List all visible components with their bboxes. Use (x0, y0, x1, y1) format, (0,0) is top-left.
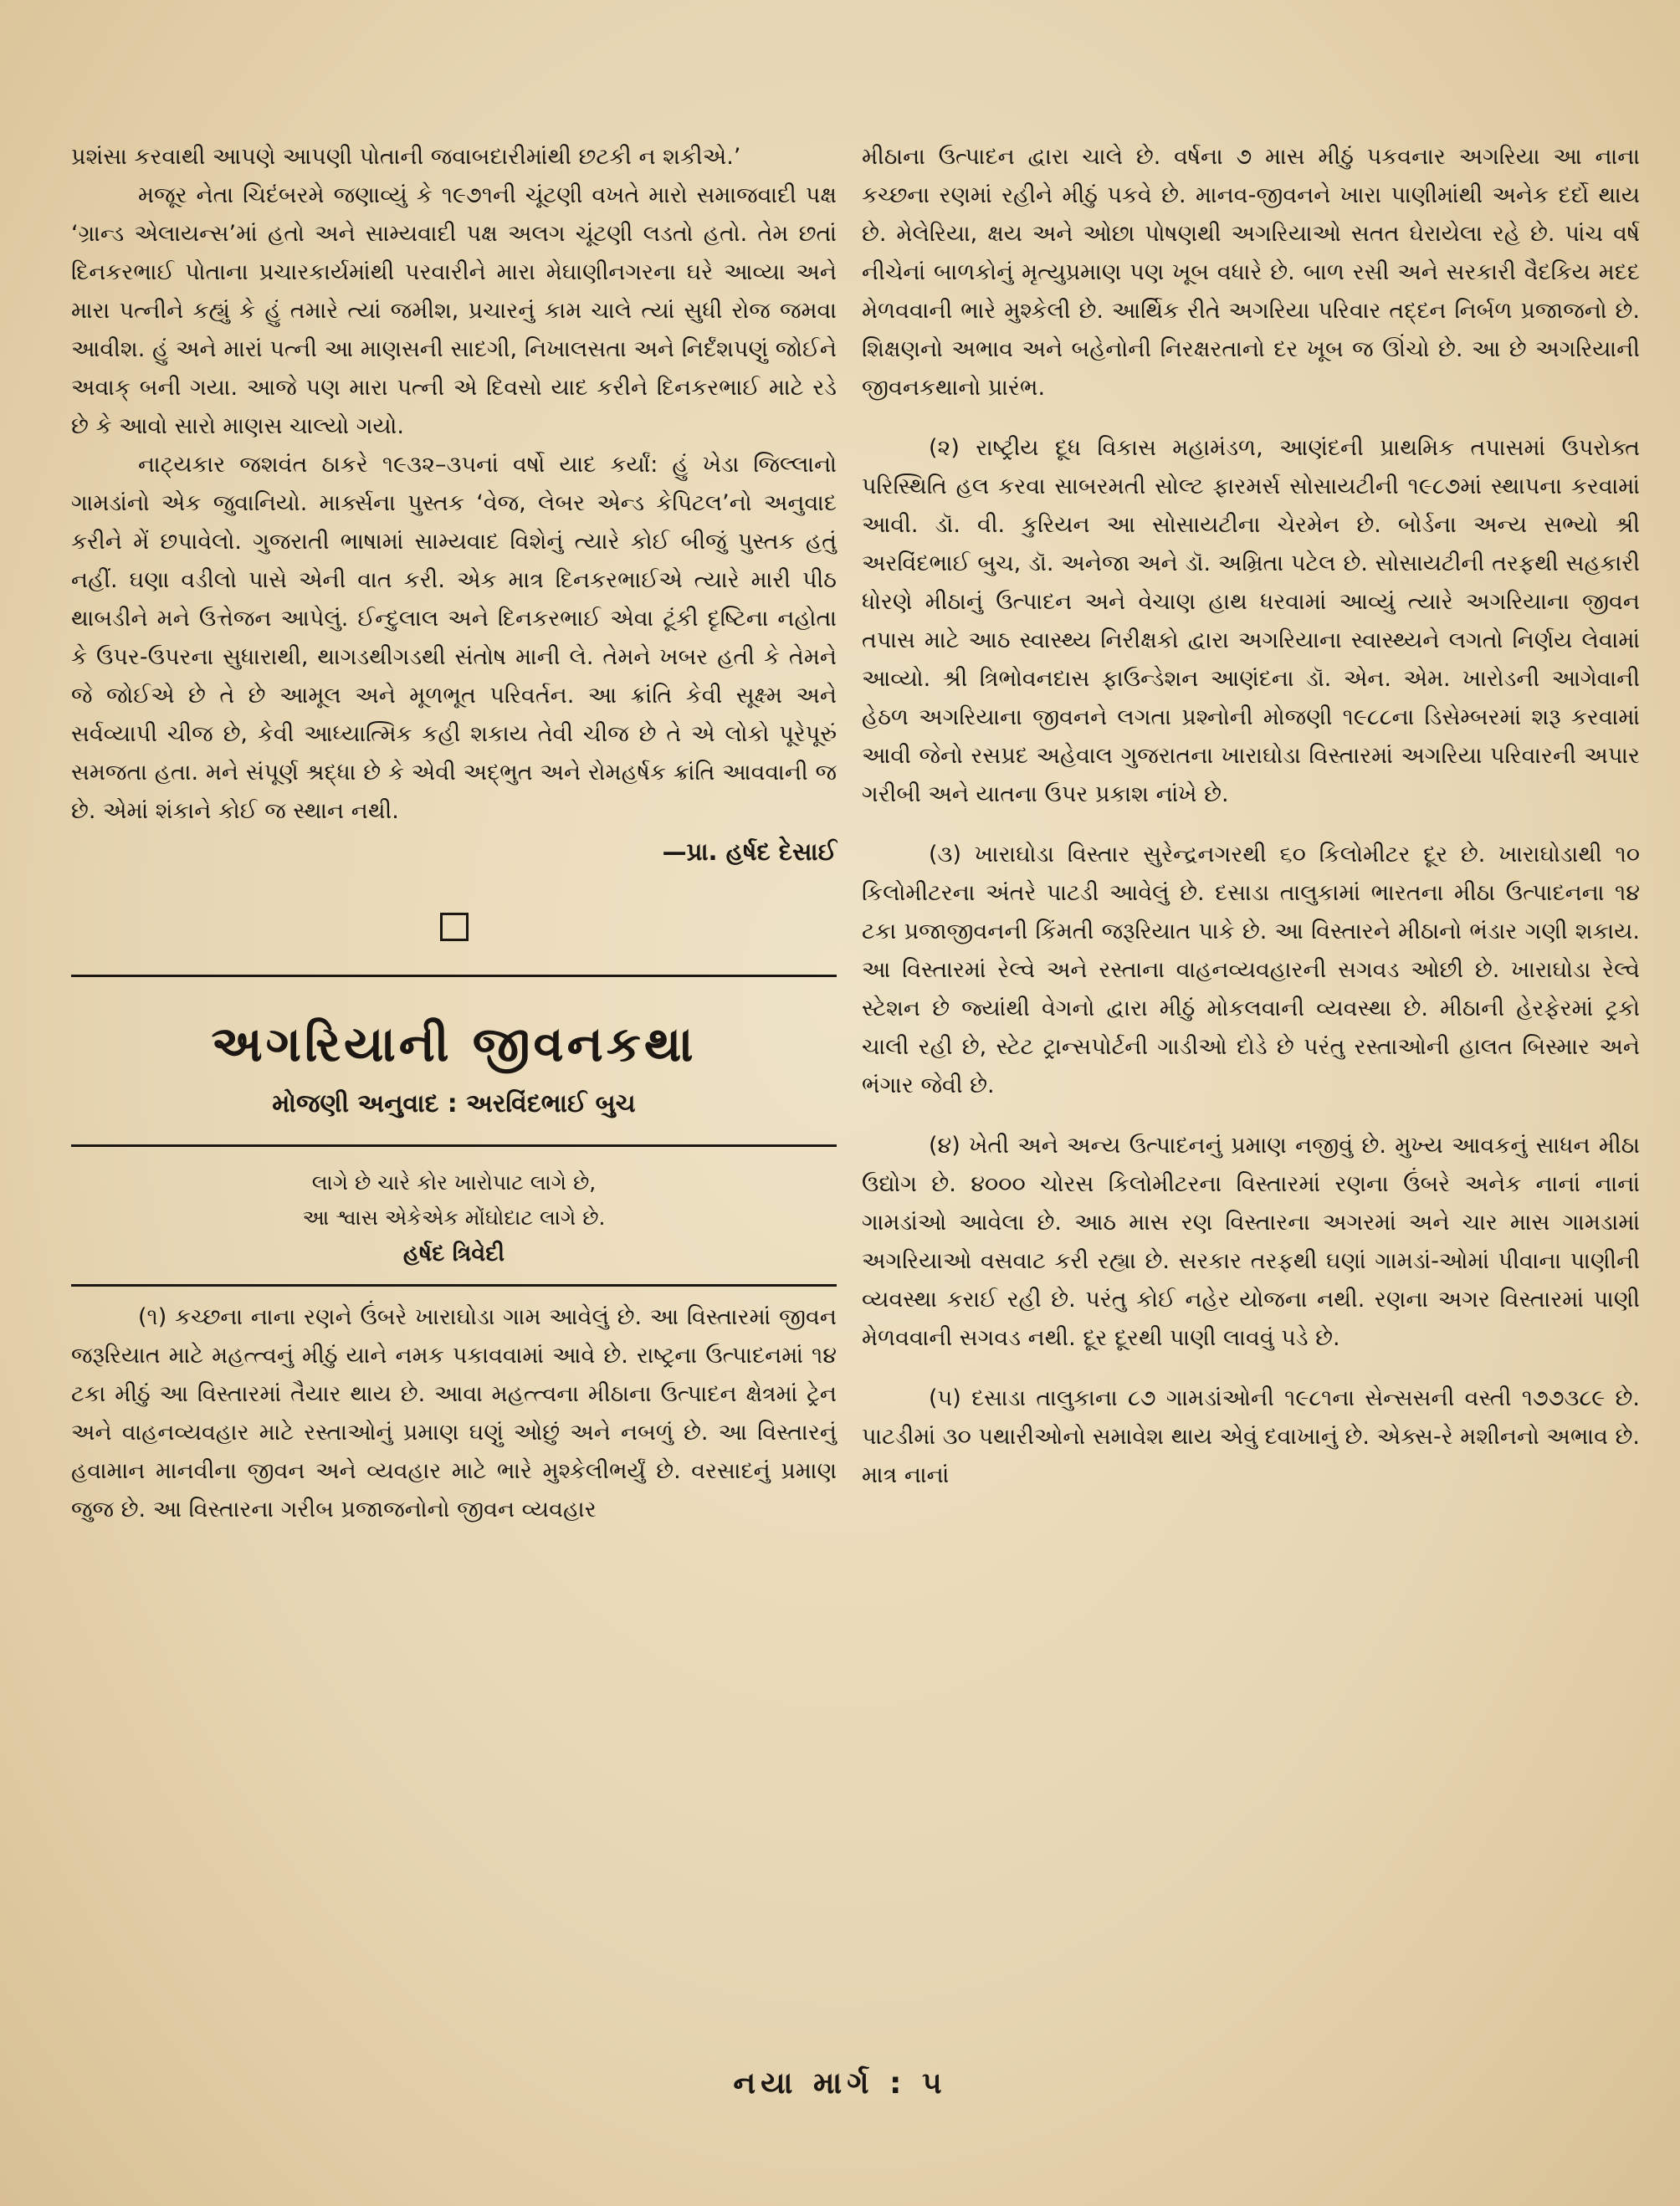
article-paragraph-2: (૨) રાષ્ટ્રીય દૂધ વિકાસ મહામંડળ, આણંદની પ્રાથમિક તપાસમાં ઉપરોક્ત પરિસ્થિતિ હલ કરવા સાબરમતી સોલ્ટ ફારમર્સ સોસાયટીની ૧૯૮૭માં સ્થાપના કરવામાં આવી. ડૉ. વી. કુરિયન આ સોસાયટીના ચેરમેન છે. બોર્ડના અન્ય સભ્યો શ્રી અરવિંદભાઈ બુચ, ડૉ. અનેજા અને ડૉ. અમ્રિતા પટેલ છે. સોસાયટીની તરફથી સહકારી ધોરણે મીઠાનું ઉત્પાદન અને વેચાણ હાથ ધરવામાં આવ્યું ત્યારે અગરિયાના જીવન તપાસ માટે આઠ સ્વાસ્થ્ય નિરીક્ષકો દ્વારા અગરિયાના સ્વાસ્થ્યને લગતો નિર્ણય લેવામાં આવ્યો. શ્રી ત્રિભોવનદાસ ફાઉન્ડેશન આણંદના ડૉ. એન. એમ. ખારોડની આગેવાની હેઠળ અગરિયાના જીવનને લગતા પ્રશ્નોની મોજણી ૧૯૮૮ના ડિસેમ્બરમાં શરૂ કરવામાં આવી જેનો રસપ્રદ અહેવાલ ગુજરાતના ખારાઘોડા વિસ્તારમાં અગરિયા પરિવારની અપાર ગરીબી અને યાતના ઉપર પ્રકાશ નાંખે છે. (862, 435, 1640, 807)
verse-author: હર્ષદ ત્રિવેદી (402, 1241, 505, 1267)
verse-line: આ શ્વાસ એકેએક મોંઘોદાટ લાગે છે. (302, 1205, 606, 1230)
title-rule-middle (71, 1144, 837, 1147)
verse-line: લાગે છે ચારે કોર ખારોપાટ લાગે છે, (311, 1170, 597, 1195)
left-column (71, 138, 837, 1529)
article-title: અગરિયાની જીવનકથા (211, 1016, 697, 1072)
article-paragraph-4: (૪) ખેતી અને અન્ય ઉત્પાદનનું પ્રમાણ નજીવું છે. મુખ્ય આવકનું સાધન મીઠા ઉદ્યોગ છે. ૪૦૦૦ ચોરસ કિલોમીટરના વિસ્તારમાં રણના ઉંબરે અનેક નાનાં નાનાં ગામડાંઓ આવેલા છે. આઠ માસ રણ વિસ્તારના અગરમાં અને ચાર માસ ગામડામાં અગરિયાઓ વસવાટ કરી રહ્યા છે. સરકાર તરફથી ઘણાં ગામડાં-ઓમાં પીવાના પાણીની વ્યવસ્થા કરાઈ રહી છે. પરંતુ કોઈ નહેર યોજના નથી. રણના અગર વિસ્તારમાં પાણી મેળવવાની સગવડ નથી. દૂર દૂરથી પાણી લાવવું પડે છે. (862, 1133, 1640, 1351)
title-rule-bottom (71, 1284, 837, 1287)
article-header (71, 1011, 837, 1123)
paragraph-continuation: પ્રશંસા કરવાથી આપણે આપણી પોતાની જવાબદારીમાંથી છટકી ન શકીએ.’ (71, 144, 741, 170)
article-byline: મોજણી અનુવાદ : અરવિંદભાઈ બુચ (272, 1089, 636, 1118)
paragraph-jashwant-thakar: નાટ્યકાર જશવંત ઠાકરે ૧૯૩૨–૩૫નાં વર્ષો યાદ કર્યાં: હું ખેડા જિલ્લાનો ગામડાંનો એક જુવાનિયો. માર્ક્સના પુસ્તક ‘વેજ, લેબર એન્ડ કેપિટલ’નો અનુવાદ કરીને મેં છપાવેલો. ગુજરાતી ભાષામાં સામ્યવાદ વિશેનું ત્યારે કોઈ બીજું પુસ્તક હતું નહીં. ઘણા વડીલો પાસે એની વાત કરી. એક માત્ર દિનકરભાઈએ ત્યારે મારી પીઠ થાબડીને મને ઉત્તેજન આપેલું. ઈન્દુલાલ અને દિનકરભાઈ એવા ટૂંકી દૃષ્ટિના નહોતા કે ઉપર-ઉપરના સુધારાથી, થાગડથીગડથી સંતોષ માની લે. તેમને ખબર હતી કે તેમને જે જોઈએ છે તે છે આમૂલ અને મૂળભૂત પરિવર્તન. આ ક્રાંતિ કેવી સૂક્ષ્મ અને સર્વવ્યાપી ચીજ છે, કેવી આધ્યાત્મિક કહી શકાય તેવી ચીજ છે તે એ લોકો પૂરેપૂરું સમજતા હતા. મને સંપૂર્ણ શ્રદ્ધા છે કે એવી અદ્ભુત અને રોમહર્ષક ક્રાંતિ આવવાની જ છે. એમાં શંકાને કોઈ જ સ્થાન નથી. (71, 452, 837, 824)
title-rule-top (71, 975, 837, 977)
paragraph-chidambaram: મજૂર નેતા ચિદંબરમે જણાવ્યું કે ૧૯૭૧ની ચૂંટણી વખતે મારો સમાજવાદી પક્ષ ‘ગ્રાન્ડ એલાયન્સ’માં હતો અને સામ્યવાદી પક્ષ અલગ ચૂંટણી લડતો હતો. તેમ છતાં દિનકરભાઈ પોતાના પ્રચારકાર્યમાંથી પરવારીને મારા મેઘાણીનગરના ઘરે આવ્યા અને મારા પત્નીને કહ્યું કે હું તમારે ત્યાં જમીશ, પ્રચારનું કામ ચાલે ત્યાં સુધી રોજ જમવા આવીશ. હું અને મારાં પત્ની આ માણસની સાદગી, નિખાલસતા અને નિર્દંશપણું જોઈને અવાક્ બની ગયા. આજે પણ મારા પત્ની એ દિવસો યાદ કરીને દિનકરભાઈ માટે રડે છે કે આવો સારો માણસ ચાલ્યો ગયો. (71, 182, 837, 439)
right-column (862, 138, 1640, 1495)
article-paragraph-3: (૩) ખારાઘોડા વિસ્તાર સુરેન્દ્રનગરથી ૬૦ કિલોમીટર દૂર છે. ખારાઘોડાથી ૧૦ કિલોમીટરના અંતરે પાટડી આવેલું છે. દસાડા તાલુકામાં ભારતના મીઠા ઉત્પાદનના ૧૪ ટકા પ્રજાજીવનની કિંમતી જરૂરિયાત પાકે છે. આ વિસ્તારને મીઠાનો ભંડાર ગણી શકાય. આ વિસ્તારમાં રેલ્વે અને રસ્તાના વાહનવ્યવહારની સગવડ ઓછી છે. ખારાઘોડા રેલ્વે સ્ટેશન છે જ્યાંથી વેગનો દ્વારા મીઠું મોકલવાની વ્યવસ્થા છે. મીઠાની હેરફેરમાં ટ્રકો ચાલી રહી છે, સ્ટેટ ટ્રાન્સપોર્ટની ગાડીઓ દોડે છે પરંતુ રસ્તાઓની હાલત બિસ્માર અને ભંગાર જેવી છે. (862, 842, 1640, 1098)
section-end-mark (440, 913, 469, 941)
author-signature: —પ્રા. હર્ષદ દેસાઈ (662, 837, 837, 866)
article-paragraph-1-continued: મીઠાના ઉત્પાદન દ્વારા ચાલે છે. વર્ષના ૭ માસ મીઠું પકવનાર અગરિયા આ નાના કચ્છના રણમાં રહીને મીઠું પકવે છે. માનવ-જીવનને ખારા પાણીમાંથી અનેક દર્દો થાય છે. મેલેરિયા, ક્ષય અને ઓછા પોષણથી અગરિયાઓ સતત ઘેરાયેલા રહે છે. પાંચ વર્ષ નીચેનાં બાળકોનું મૃત્યુપ્રમાણ પણ ખૂબ વધારે છે. બાળ રસી અને સરકારી વૈદકિય મદદ મેળવવાની ભારે મુશ્કેલી છે. આર્થિક રીતે અગરિયા પરિવાર તદ્દન નિર્બળ પ્રજાજનો છે. શિક્ષણનો અભાવ અને બહેનોની નિરક્ષરતાનો દર ખૂબ જ ઊંચો છે. આ છે અગરિયાની જીવનકથાનો પ્રારંભ. (862, 144, 1640, 401)
article-paragraph-1: (૧) કચ્છના નાના રણને ઉંબરે ખારાઘોડા ગામ આવેલું છે. આ વિસ્તારમાં જીવન જરૂરિયાત માટે મહત્ત્વનું મીઠું યાને નમક પકાવવામાં આવે છે. રાષ્ટ્રના ઉત્પાદનમાં ૧૪ ટકા મીઠું આ વિસ્તારમાં તૈયાર થાય છે. આવા મહત્ત્વના મીઠાના ઉત્પાદન ક્ષેત્રમાં ટ્રેન અને વાહનવ્યવહાર માટે રસ્તાઓનું પ્રમાણ ઘણું ઓછું અને નબળું છે. આ વિસ્તારનું હવામાન માનવીના જીવન અને વ્યવહાર માટે ભારે મુશ્કેલીભર્યું છે. વરસાદનું પ્રમાણ જુજ છે. આ વિસ્તારના ગરીબ પ્રજાજનોનો જીવન વ્યવહાર (71, 1304, 837, 1523)
page-footer: નયા માર્ગ : ૫ (733, 2066, 947, 2101)
article-paragraph-5: (૫) દસાડા તાલુકાના ૮૭ ગામડાંઓની ૧૯૮૧ના સેન્સસની વસ્તી ૧૭૭૩૮૯ છે. પાટડીમાં ૩૦ પથારીઓનો સમાવેશ થાય એવું દવાખાનું છે. એક્સ-રે મશીનનો અભાવ છે. માત્ર નાનાં (862, 1385, 1640, 1488)
